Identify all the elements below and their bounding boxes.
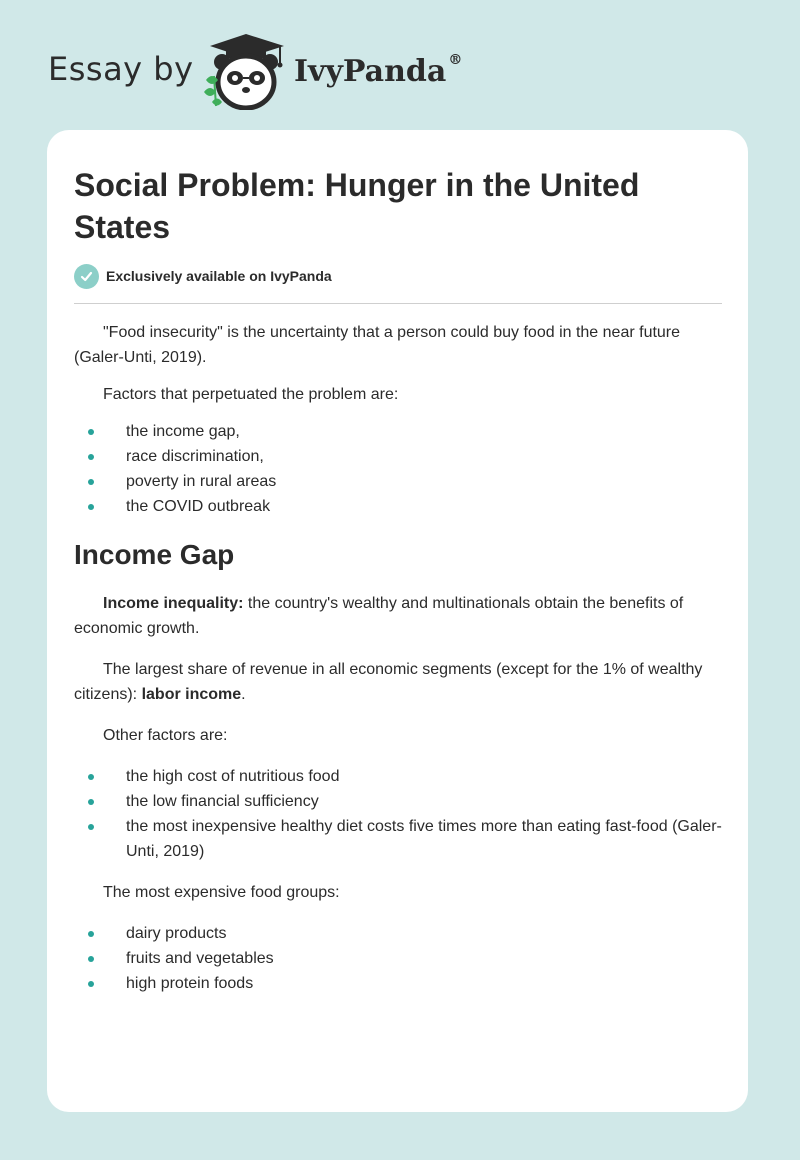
bullet-icon <box>88 504 94 510</box>
section-heading-income-gap: Income Gap <box>74 539 235 570</box>
brand-name: IvyPanda <box>294 54 447 89</box>
intro-paragraph: "Food insecurity" is the uncertainty that a person could buy food in the near future (Galer-Unti, 2019). <box>74 324 681 366</box>
bullet-icon <box>88 931 94 937</box>
title-divider <box>74 303 722 304</box>
expensive-groups-intro: The most expensive food groups: <box>103 884 340 901</box>
brand-logo-text[interactable] <box>294 54 462 89</box>
bullet-icon <box>88 799 94 805</box>
factors-intro-paragraph: Factors that perpetuated the problem are: <box>103 386 399 403</box>
check-icon <box>74 264 99 289</box>
essay-by-label: Essay by <box>48 50 194 88</box>
expensive-groups-list <box>74 921 724 996</box>
bullet-icon <box>88 479 94 485</box>
bullet-icon <box>88 956 94 962</box>
list-item: the high cost of nutritious food <box>74 764 724 789</box>
list-item: the income gap, <box>74 419 724 444</box>
bullet-icon <box>88 824 94 830</box>
exclusive-badge <box>74 263 332 289</box>
list-item: high protein foods <box>74 971 724 996</box>
labor-income-paragraph: The largest share of revenue in all economic segments (except for the 1% of wealthy citizens): labor income. <box>74 661 703 703</box>
list-item: the low financial sufficiency <box>74 789 724 814</box>
factors-list <box>74 419 724 519</box>
list-item: poverty in rural areas <box>74 469 724 494</box>
page-title: Social Problem: Hunger in the United States <box>74 167 640 245</box>
bullet-icon <box>88 454 94 460</box>
other-factors-intro: Other factors are: <box>103 727 228 744</box>
bullet-icon <box>88 774 94 780</box>
registered-mark: ® <box>448 52 463 68</box>
bullet-icon <box>88 429 94 435</box>
list-item: the most inexpensive healthy diet costs five times more than eating fast-food (Galer-Unti, 2019) <box>74 814 724 864</box>
list-item: race discrimination, <box>74 444 724 469</box>
list-item: the COVID outbreak <box>74 494 724 519</box>
bullet-icon <box>88 981 94 987</box>
list-item: fruits and vegetables <box>74 946 724 971</box>
essay-body <box>74 320 724 996</box>
site-header <box>0 0 800 130</box>
list-item: dairy products <box>74 921 724 946</box>
essay-card <box>47 130 748 1112</box>
income-inequality-paragraph: Income inequality: the country's wealthy and multinationals obtain the benefits of economic growth. <box>74 595 684 637</box>
panda-logo-icon[interactable] <box>200 34 292 110</box>
exclusive-badge-label: Exclusively available on IvyPanda <box>106 268 332 284</box>
other-factors-list <box>74 764 724 864</box>
